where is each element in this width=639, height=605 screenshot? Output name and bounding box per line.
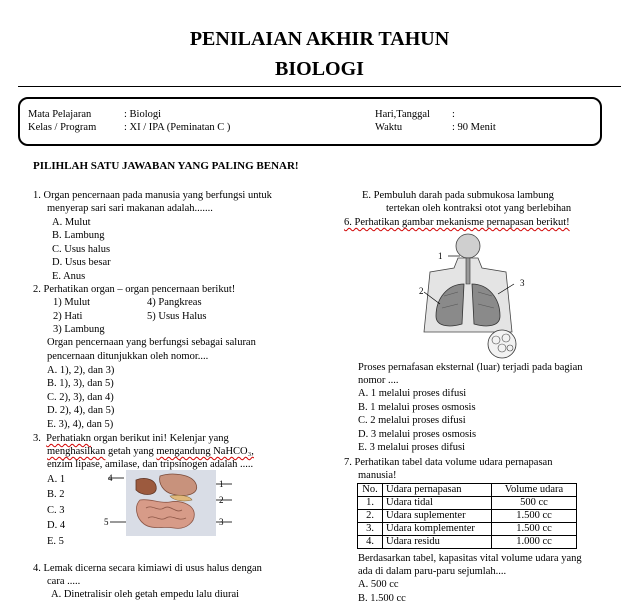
q1-option-d: D. Usus besar — [52, 257, 111, 268]
table-header-row — [358, 484, 577, 497]
table-cell-volume: 1.500 cc — [492, 523, 577, 536]
q2-organ-5: 5) Usus Halus — [147, 311, 207, 322]
q2-stem2: pencernaan ditunjukkan oleh nomor.... — [47, 351, 209, 362]
q3-option-d: D. 4 — [47, 520, 66, 531]
q1-line2: menyerap sari sari makanan adalah....... — [47, 203, 213, 214]
q2-organ-3: 3) Lambung — [53, 324, 105, 335]
q6-label-3: 3 — [520, 278, 525, 288]
q3-label-5: 5 — [104, 517, 109, 527]
intestine-shape — [137, 500, 195, 529]
q1-option-c: C. Usus halus — [52, 244, 111, 255]
q5-option-e-line2: tertekan oleh kontraksi otot yang berlebihan — [386, 203, 572, 214]
q3-misspelled-word: Perhatiakn — [46, 433, 92, 444]
kelas-label: Kelas / Program — [28, 122, 97, 133]
q3-label-2: 2 — [219, 495, 224, 505]
q3-line2-c: mengandung NaHCO₃, — [156, 446, 254, 457]
q3-number: 3. — [33, 433, 41, 444]
q6-label-1: 1 — [438, 251, 443, 261]
table-cell-no: 3. — [358, 523, 383, 536]
q4-line1: 4. Lemak dicerna secara kimiawi di usus halus dengan — [33, 563, 262, 574]
hari-label: Hari,Tanggal — [375, 109, 430, 120]
table-row — [358, 510, 577, 523]
q7-option-a: A. 500 cc — [358, 579, 399, 590]
table-cell-volume: 1.000 cc — [492, 536, 577, 549]
q1-option-b: B. Lambung — [52, 230, 105, 241]
table-cell-air: Udara suplementer — [383, 510, 492, 523]
head-shape — [456, 234, 480, 258]
table-header-volume: Volume udara — [492, 484, 577, 497]
q2-option-d: D. 2), 4), dan 5) — [47, 405, 115, 416]
q3-label-1: 1 — [219, 479, 224, 489]
subject-title: BIOLOGI — [275, 58, 364, 80]
instruction: PILIHLAH SATU JAWABAN YANG PALING BENAR! — [33, 160, 299, 172]
table-row — [358, 497, 577, 510]
q6-line1: 6. Perhatikan gambar mekanisme pernapasan berikut! — [344, 217, 570, 228]
header-divider — [18, 86, 621, 87]
respiratory-system-figure — [418, 232, 538, 360]
q1-line1: 1. Organ pencernaan pada manusia yang berfungsi untuk — [33, 190, 272, 201]
q3-line2-b: getah yang — [107, 446, 154, 457]
table-cell-air: Udara komplementer — [383, 523, 492, 536]
q7-option-b: B. 1.500 cc — [358, 593, 406, 604]
q7-stem2: ada di dalam paru-paru sejumlah.... — [358, 566, 507, 577]
q3-option-a: A. 1 — [47, 474, 66, 485]
trachea-shape — [466, 258, 470, 284]
waktu-label: Waktu — [375, 122, 403, 133]
q3-line1 — [33, 432, 229, 445]
q2-option-b: B. 1), 3), dan 5) — [47, 378, 114, 389]
q3-line2-a: menghasilkan — [47, 446, 106, 457]
table-cell-air: Udara residu — [383, 536, 492, 549]
q6-option-c: C. 2 melalui proses difusi — [358, 415, 466, 426]
q1-option-e: E. Anus — [52, 271, 86, 282]
q6-stem2: nomor .... — [358, 375, 399, 386]
table-cell-no: 2. — [358, 510, 383, 523]
q2-line1: 2. Perhatikan organ – organ pencernaan berikut! — [33, 284, 236, 295]
q3-line2 — [47, 445, 254, 458]
table-row — [358, 523, 577, 536]
q3-option-c: C. 3 — [47, 505, 65, 516]
q6-option-d: D. 3 melalui proses osmosis — [358, 429, 477, 440]
q3-line3: enzim lipase, amilase, dan tripsinogen adalah ..... — [47, 459, 254, 470]
q3-option-e: E. 5 — [47, 536, 64, 547]
hari-value: : — [452, 109, 455, 120]
kelas-value: : XI / IPA (Peminatan C ) — [124, 122, 231, 133]
table-row — [358, 536, 577, 549]
exam-info-box — [18, 97, 602, 146]
table-header-no: No. — [358, 484, 383, 497]
liver-shape — [136, 478, 156, 494]
q4-option-a: A. Dinetralisir oleh getah empedu lalu diurai — [51, 589, 240, 600]
mapel-label: Mata Pelajaran — [28, 109, 92, 120]
q6-stem1: Proses pernafasan eksternal (luar) terjadi pada bagian — [358, 362, 583, 373]
waktu-value: : 90 Menit — [452, 122, 496, 133]
q3-label-4: 4 — [108, 473, 113, 483]
q2-option-e: E. 3), 4), dan 5) — [47, 419, 114, 430]
q2-organ-2: 2) Hati — [53, 311, 83, 322]
q3-label-3: 3 — [219, 517, 224, 527]
q7-line1: 7. Perhatikan tabel data volume udara pernapasan — [344, 457, 553, 468]
q2-option-c: C. 2), 3), dan 4) — [47, 392, 114, 403]
q2-organ-4: 4) Pangkreas — [147, 297, 202, 308]
q3-line1-rest: organ berikut ini! Kelenjar yang — [93, 433, 229, 444]
page-title: PENILAIAN AKHIR TAHUN — [189, 28, 450, 50]
air-volume-table — [357, 483, 577, 549]
table-header-air: Udara pernapasan — [383, 484, 492, 497]
q6-label-2: 2 — [419, 286, 424, 296]
q4-line2: cara ..... — [47, 576, 81, 587]
q7-stem1: Berdasarkan tabel, kapasitas vital volume udara yang — [358, 553, 582, 564]
table-cell-volume: 500 cc — [492, 497, 577, 510]
q2-option-a: A. 1), 2), dan 3) — [47, 365, 115, 376]
table-cell-volume: 1.500 cc — [492, 510, 577, 523]
q6-option-e: E. 3 melalui proses difusi — [358, 442, 466, 453]
q7-line2: manusia! — [358, 470, 397, 481]
q2-organ-1: 1) Mulut — [53, 297, 91, 308]
q6-option-a: A. 1 melalui proses difusi — [358, 388, 467, 399]
mapel-value: : Biologi — [124, 109, 162, 120]
table-cell-air: Udara tidal — [383, 497, 492, 510]
q3-option-b: B. 2 — [47, 489, 65, 500]
q5-option-e-line1: E. Pembuluh darah pada submukosa lambung — [362, 190, 554, 201]
table-cell-no: 4. — [358, 536, 383, 549]
q1-option-a: A. Mulut — [52, 217, 91, 228]
q6-option-b: B. 1 melalui proses osmosis — [358, 402, 476, 413]
q2-stem1: Organ pencernaan yang berfungsi sebagai saluran — [47, 337, 256, 348]
table-cell-no: 1. — [358, 497, 383, 510]
